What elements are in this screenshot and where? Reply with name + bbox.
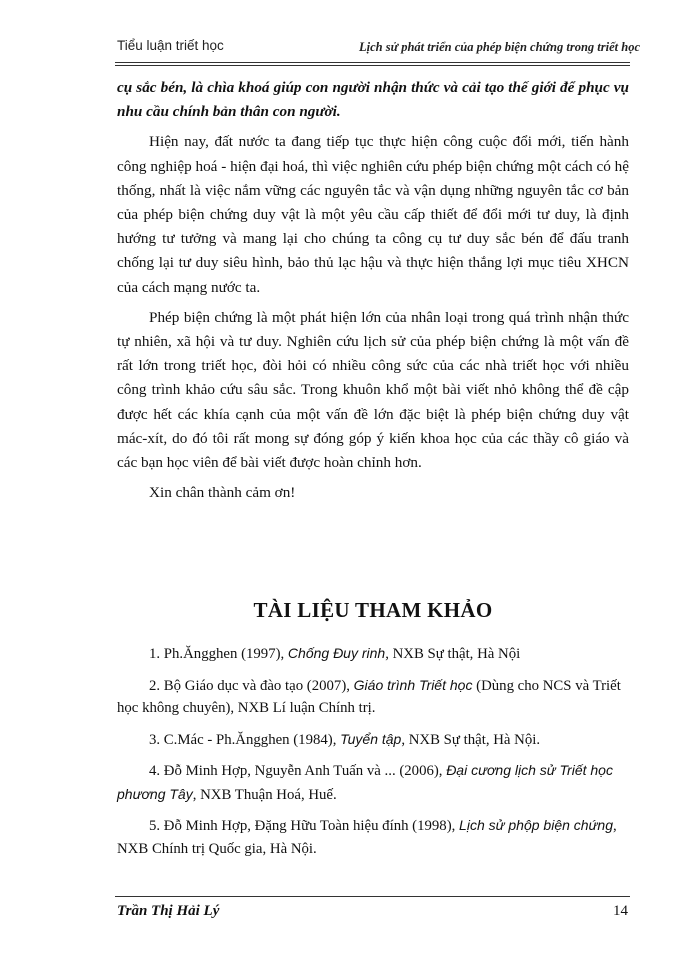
- reference-item: [117, 674, 629, 720]
- reference-author: 1. Ph.Ăngghen (1997),: [149, 646, 288, 662]
- reference-item: [117, 814, 629, 860]
- header-rule: [115, 62, 630, 63]
- reference-publisher: , NXB Chính trị Quốc gia, Hà Nội.: [117, 818, 617, 857]
- reference-author: 4. Đỗ Minh Hợp, Nguyễn Anh Tuấn và ... (2006),: [149, 763, 447, 779]
- references-heading: TÀI LIỆU THAM KHẢO: [253, 598, 493, 622]
- reference-author: 2. Bộ Giáo dục và đào tạo (2007),: [149, 677, 354, 694]
- page-number: 14: [613, 903, 628, 919]
- reference-publisher: , NXB Thuận Hoá, Huế.: [192, 786, 337, 803]
- reference-publisher: , NXB Sự thật, Hà Nội: [385, 646, 521, 662]
- footer-author: Trần Thị Hải Lý: [117, 903, 220, 919]
- header-left-title: Tiểu luận triết học: [117, 38, 224, 53]
- reference-item: [117, 728, 629, 752]
- references-list: [117, 642, 629, 868]
- header-rule-double: [115, 65, 630, 66]
- footer-rule: [115, 896, 630, 897]
- lead-paragraph: cụ sắc bén, là chìa khoá giúp con người nhận thức và cải tạo thế giới để phục vụ nhu cầu chính bản thân con người.: [117, 79, 629, 121]
- reference-title: Đại cương lịch sử Triết học phương Tây: [117, 762, 613, 802]
- reference-publisher: , NXB Sự thật, Hà Nội.: [401, 731, 541, 748]
- reference-item: [117, 642, 629, 666]
- reference-title: Lịch sử phộp biện chứng: [459, 817, 614, 833]
- reference-author: 5. Đỗ Minh Hợp, Đặng Hữu Toàn hiệu đính (1998),: [149, 818, 460, 834]
- reference-item: [117, 759, 629, 806]
- reference-author: 3. C.Mác - Ph.Ăngghen (1984),: [149, 731, 341, 748]
- reference-publisher: (Dùng cho NCS và Triết học không chuyên), NXB Lí luận Chính trị.: [117, 677, 621, 716]
- reference-title: Tuyển tập: [340, 730, 402, 747]
- paragraph-3: Xin chân thành cảm ơn!: [149, 484, 296, 502]
- header-right-title: Lịch sử phát triển của phép biện chứng trong triết học: [359, 40, 640, 54]
- reference-title: Chống Đuy rinh: [287, 645, 386, 661]
- paragraph-1: Hiện nay, đất nước ta đang tiếp tục thực hiện công cuộc đổi mới, tiến hành công nghiệp hoá - hiện đại hoá, thì việc nghiên cứu phép biện chứng một cách có hệ thống, nhất là việc nắm vững các nguyên tắc và vận dụng những nguyên tắc cơ bản của phép biện chứng duy vật là một yêu cầu cấp thiết để đổi mới tư duy, là định hướng tư tưởng và mang lại cho chúng ta công cụ tư duy sắc bén để đấu tranh chống lại tư duy siêu hình, bảo thủ lạc hậu và thực hiện thắng lợi mục tiêu XHCN của cách mạng nước ta.: [117, 133, 629, 296]
- paragraph-2: Phép biện chứng là một phát hiện lớn của nhân loại trong quá trình nhận thức tự nhiên, xã hội và tư duy. Nghiên cứu lịch sử của phép biện chứng là một vấn đề rất lớn trong triết học, đòi hỏi có nhiều công sức của các nhà triết học với nhiều công trình khảo cứu sâu sắc. Trong khuôn khổ một bài viết nhỏ không thể đề cập được hết các khía cạnh của một vấn đề lớn đặc biệt là phép biện chứng duy vật mác-xít, do đó tôi rất mong sự đóng góp ý kiến khoa học của các thầy cô giáo và các bạn học viên để bài viết được hoàn chỉnh hơn.: [117, 308, 629, 472]
- reference-title: Giáo trình Triết học: [353, 676, 473, 693]
- body-text: [117, 76, 629, 505]
